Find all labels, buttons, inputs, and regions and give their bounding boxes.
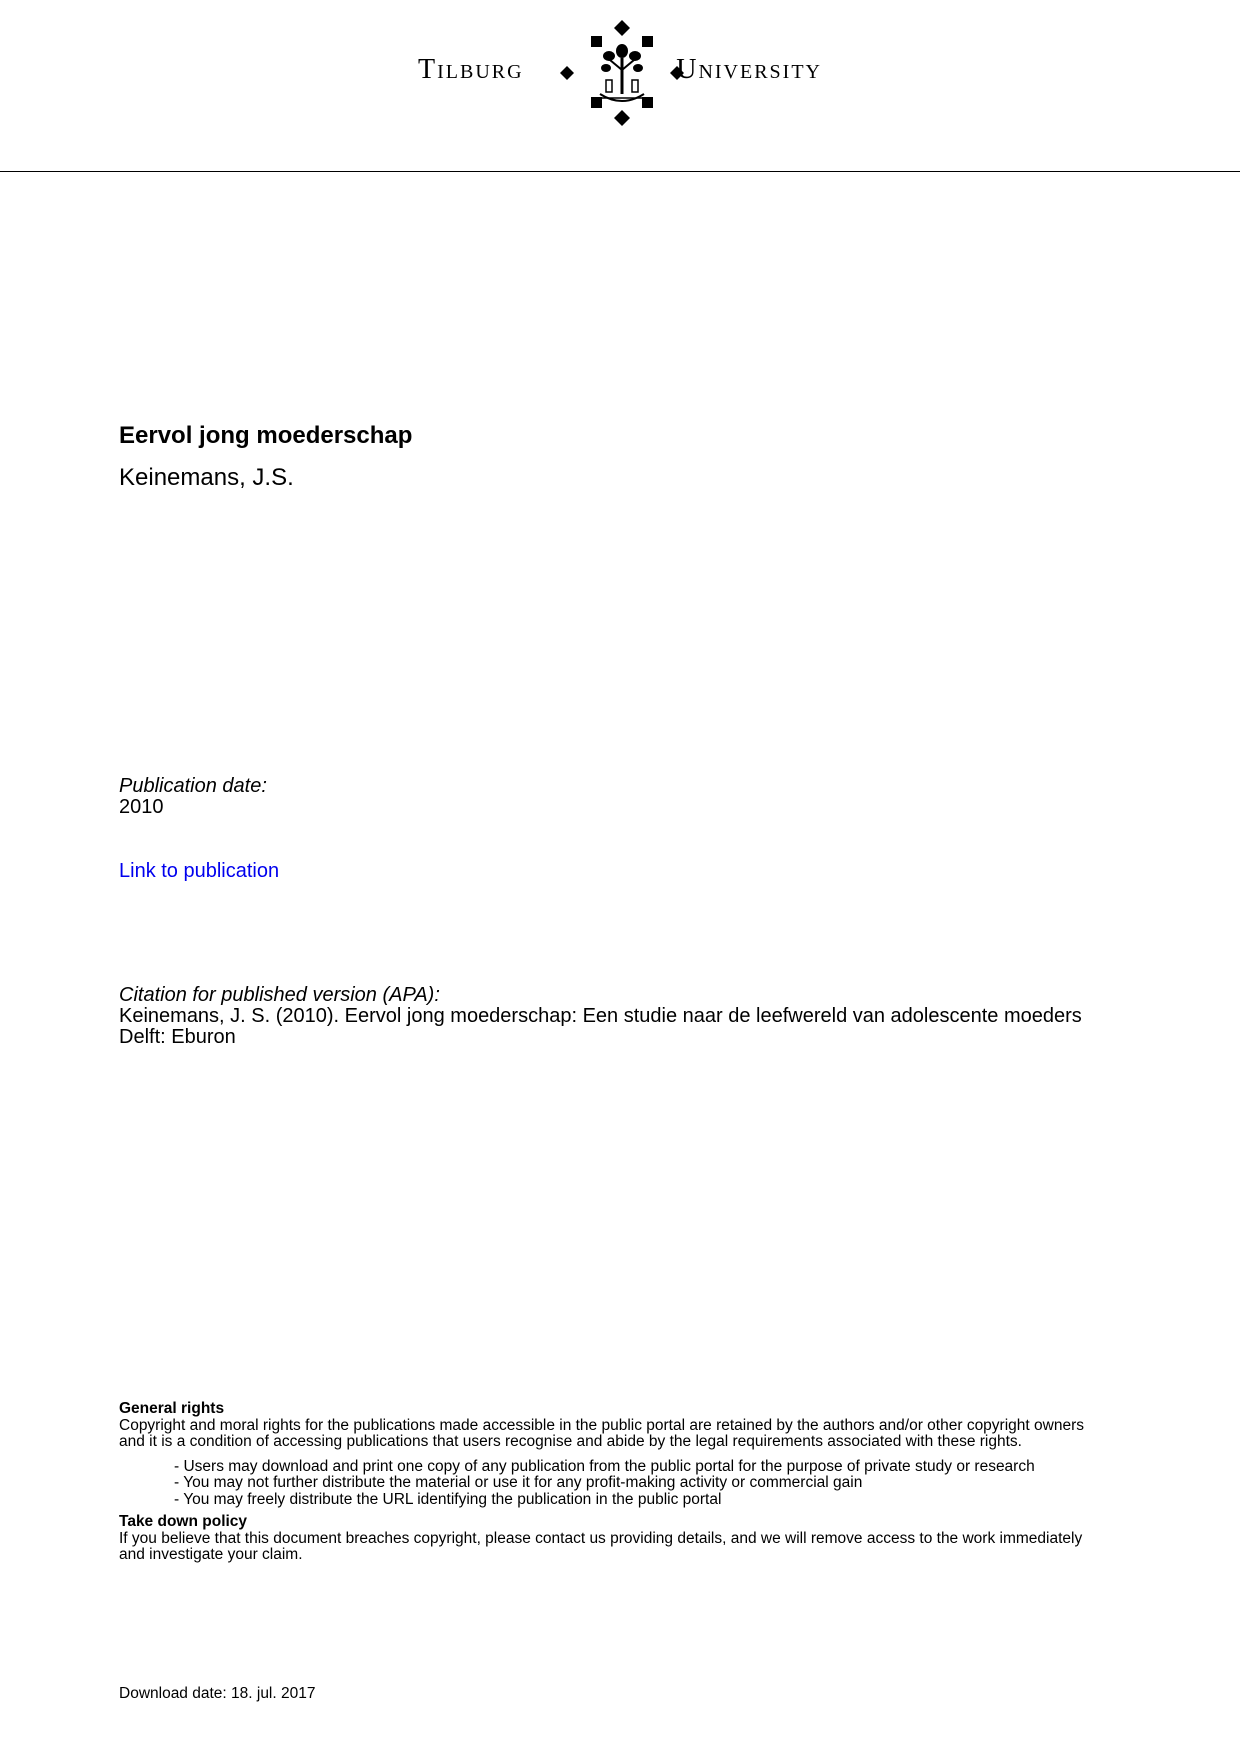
rights-bullet: - You may freely distribute the URL identifying the publication in the public portal bbox=[174, 1490, 722, 1508]
logo-word-right: University bbox=[676, 54, 822, 85]
publication-date-section bbox=[119, 776, 267, 818]
rights-section bbox=[119, 1401, 1169, 1564]
rights-bullet: - Users may download and print one copy of any publication from the public portal for the purpose of private study or research bbox=[174, 1457, 1035, 1475]
citation-section bbox=[119, 985, 1082, 1048]
university-emblem-icon bbox=[548, 18, 696, 128]
rights-bullet-list bbox=[174, 1459, 1169, 1509]
citation-label: Citation for published version (APA): bbox=[119, 984, 440, 1006]
rights-bullet: - You may not further distribute the material or use it for any profit-making activity or commercial gain bbox=[174, 1474, 863, 1491]
publication-title: Eervol jong moederschap bbox=[119, 422, 413, 449]
publication-date-label: Publication date: bbox=[119, 775, 267, 797]
general-rights-text-2: and it is a condition of accessing publications that users recognise and abide by the legal requirements associated with these rights. bbox=[119, 1433, 1022, 1450]
link-to-publication[interactable]: Link to publication bbox=[119, 860, 280, 882]
citation-line-1: Keinemans, J. S. (2010). Eervol jong moederschap: Een studie naar de leefwereld van adolescente moeders bbox=[119, 1005, 1082, 1027]
takedown-policy-heading: Take down policy bbox=[119, 1513, 248, 1530]
download-date: Download date: 18. jul. 2017 bbox=[119, 1685, 316, 1702]
citation-line-2: Delft: Eburon bbox=[119, 1026, 236, 1048]
general-rights-text-1: Copyright and moral rights for the publications made accessible in the public portal are retained by the authors and/or other copyright owners bbox=[119, 1416, 1084, 1434]
logo-word-left: Tilburg bbox=[418, 54, 524, 85]
takedown-policy-text-1: If you believe that this document breaches copyright, please contact us providing details, and we will remove access to the work immediately bbox=[119, 1529, 1083, 1547]
publication-date-value: 2010 bbox=[119, 796, 164, 818]
page-header bbox=[0, 0, 1240, 172]
takedown-policy-text-2: and investigate your claim. bbox=[119, 1546, 303, 1563]
general-rights-heading: General rights bbox=[119, 1400, 225, 1417]
publication-author: Keinemans, J.S. bbox=[119, 464, 294, 491]
tilburg-university-logo bbox=[418, 18, 822, 128]
